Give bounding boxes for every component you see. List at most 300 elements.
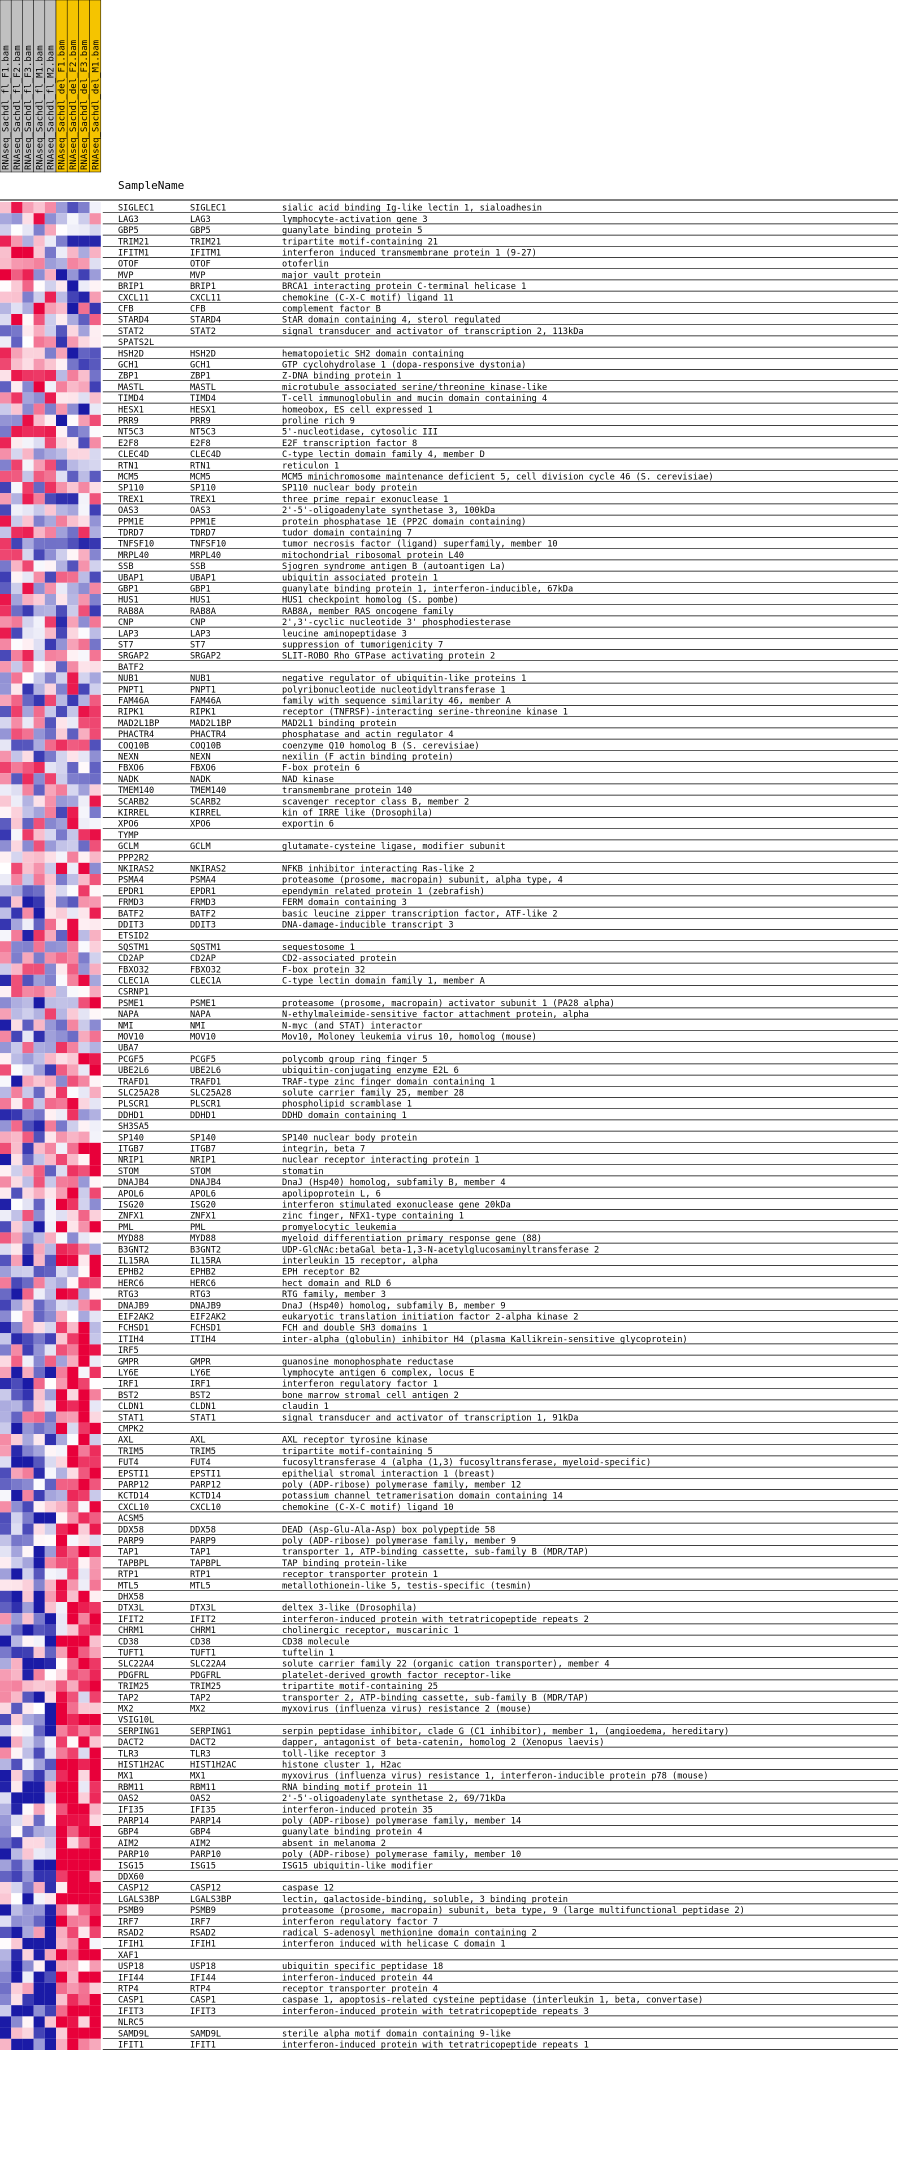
heatmap-cell bbox=[56, 258, 67, 269]
heatmap-cell bbox=[78, 1916, 89, 1927]
heatmap-cell bbox=[22, 415, 33, 426]
heatmap-cell bbox=[78, 2016, 89, 2027]
heatmap-cell bbox=[78, 706, 89, 717]
row-gene-symbol: APOL6 bbox=[190, 1189, 216, 1200]
heatmap-cell bbox=[11, 1916, 22, 1927]
heatmap-cell bbox=[90, 1367, 101, 1378]
heatmap-cell bbox=[90, 1098, 101, 1109]
row-gene-symbol: OAS3 bbox=[190, 506, 211, 517]
heatmap-cell bbox=[45, 325, 56, 336]
heatmap-cell bbox=[67, 1658, 78, 1669]
heatmap-cell bbox=[56, 336, 67, 347]
heatmap-cell bbox=[11, 381, 22, 392]
heatmap-cell bbox=[22, 1434, 33, 1445]
row-gene-description: CD38 molecule bbox=[282, 1637, 350, 1648]
row-gene-symbol: IFI35 bbox=[190, 1805, 216, 1816]
heatmap-cell bbox=[0, 213, 11, 224]
heatmap-cell bbox=[22, 460, 33, 471]
heatmap-cell bbox=[45, 628, 56, 639]
heatmap-cell bbox=[90, 325, 101, 336]
row-gene-description: SP110 nuclear body protein bbox=[282, 483, 418, 494]
heatmap-cell bbox=[34, 1277, 45, 1288]
heatmap-cell bbox=[34, 202, 45, 213]
row-gene-id: IFIH1 bbox=[118, 1939, 144, 1950]
heatmap-cell bbox=[45, 1893, 56, 1904]
heatmap-cell bbox=[11, 1647, 22, 1658]
row-gene-description: myxovirus (influenza virus) resistance 2 (mouse) bbox=[282, 1704, 532, 1715]
heatmap-cell bbox=[45, 224, 56, 235]
heatmap-cell bbox=[34, 807, 45, 818]
heatmap-cell bbox=[0, 269, 11, 280]
heatmap-cell bbox=[11, 751, 22, 762]
heatmap-cell bbox=[67, 1456, 78, 1467]
heatmap-cell bbox=[11, 1871, 22, 1882]
heatmap-cell bbox=[56, 2005, 67, 2016]
heatmap-cell bbox=[78, 1568, 89, 1579]
heatmap-cell bbox=[45, 997, 56, 1008]
heatmap-cell bbox=[78, 1333, 89, 1344]
heatmap-cell bbox=[78, 1972, 89, 1983]
row-gene-description: inter-alpha (globulin) inhibitor H4 (plasma Kallikrein-sensitive glycoprotein) bbox=[282, 1334, 688, 1345]
heatmap-cell bbox=[56, 1277, 67, 1288]
row-gene-id: PSMB9 bbox=[118, 1906, 144, 1917]
heatmap-cell bbox=[67, 952, 78, 963]
heatmap-cell bbox=[45, 1613, 56, 1624]
heatmap-cell bbox=[56, 1042, 67, 1053]
heatmap-cell bbox=[34, 964, 45, 975]
heatmap-cell bbox=[22, 1490, 33, 1501]
row-gene-id: STARD4 bbox=[118, 315, 150, 326]
row-gene-description: 5'-nucleotidase, cytosolic III bbox=[282, 427, 438, 438]
row-gene-symbol: RTN1 bbox=[190, 461, 211, 472]
row-gene-id: TDRD7 bbox=[118, 528, 144, 539]
heatmap-cell bbox=[56, 1624, 67, 1635]
heatmap-cell bbox=[45, 1546, 56, 1557]
heatmap-cell bbox=[78, 202, 89, 213]
row-gene-description: protein phosphatase 1E (PP2C domain containing) bbox=[282, 517, 527, 528]
heatmap-cell bbox=[34, 1244, 45, 1255]
heatmap-cell bbox=[45, 2039, 56, 2050]
heatmap-cell bbox=[45, 1568, 56, 1579]
heatmap-cell bbox=[78, 348, 89, 359]
heatmap-cell bbox=[56, 784, 67, 795]
heatmap-cell bbox=[22, 1445, 33, 1456]
heatmap-cell bbox=[45, 460, 56, 471]
heatmap-cell bbox=[0, 1882, 11, 1893]
row-gene-symbol: CHRM1 bbox=[190, 1626, 216, 1637]
heatmap-cell bbox=[56, 1860, 67, 1871]
row-gene-id: PHACTR4 bbox=[118, 730, 155, 741]
row-gene-symbol: TAP1 bbox=[190, 1547, 211, 1558]
heatmap-cell bbox=[11, 975, 22, 986]
heatmap-cell bbox=[67, 941, 78, 952]
row-gene-id: BATF2 bbox=[118, 662, 144, 673]
heatmap-cell bbox=[34, 1120, 45, 1131]
row-labels bbox=[103, 204, 898, 2051]
row-gene-description: bone marrow stromal cell antigen 2 bbox=[282, 1390, 459, 1401]
heatmap-cell bbox=[45, 1423, 56, 1434]
heatmap-cell bbox=[22, 672, 33, 683]
heatmap-cell bbox=[11, 1244, 22, 1255]
heatmap-cell bbox=[22, 1512, 33, 1523]
heatmap-cell bbox=[56, 941, 67, 952]
row-gene-description: HUS1 checkpoint homolog (S. pombe) bbox=[282, 595, 459, 606]
heatmap-cell bbox=[0, 852, 11, 863]
heatmap-cell bbox=[11, 1255, 22, 1266]
row-gene-symbol: LAP3 bbox=[190, 629, 211, 640]
heatmap-cell bbox=[34, 1860, 45, 1871]
row-gene-symbol: E2F8 bbox=[190, 438, 211, 449]
row-gene-id: CNP bbox=[118, 618, 134, 629]
row-gene-id: PRR9 bbox=[118, 416, 139, 427]
heatmap-cell bbox=[0, 1468, 11, 1479]
row-gene-description: DnaJ (Hsp40) homolog, subfamily B, member 9 bbox=[282, 1301, 506, 1312]
heatmap-cell bbox=[67, 784, 78, 795]
row-gene-id: PPP2R2 bbox=[118, 853, 150, 864]
heatmap-cell bbox=[67, 1501, 78, 1512]
heatmap-cell bbox=[67, 2039, 78, 2050]
heatmap-cell bbox=[34, 426, 45, 437]
row-gene-symbol: IFIT1 bbox=[190, 2040, 216, 2051]
heatmap-cell bbox=[22, 1288, 33, 1299]
row-gene-id: IFITM1 bbox=[118, 248, 150, 259]
heatmap-cell bbox=[45, 1535, 56, 1546]
heatmap-cell bbox=[22, 1960, 33, 1971]
row-gene-id: PCGF5 bbox=[118, 1054, 144, 1065]
heatmap-cell bbox=[78, 1524, 89, 1535]
heatmap-cell bbox=[45, 1692, 56, 1703]
heatmap-cell bbox=[22, 1949, 33, 1960]
heatmap-cell bbox=[22, 605, 33, 616]
row-gene-id: TREX1 bbox=[118, 494, 144, 505]
row-gene-id: ITGB7 bbox=[118, 1144, 144, 1155]
heatmap-cell bbox=[67, 292, 78, 303]
row-gene-id: IFI35 bbox=[118, 1805, 144, 1816]
heatmap-cell bbox=[11, 840, 22, 851]
row-gene-description: negative regulator of ubiquitin-like proteins 1 bbox=[282, 674, 527, 685]
row-gene-description: cholinergic receptor, muscarinic 1 bbox=[282, 1626, 459, 1637]
row-gene-symbol: IFIH1 bbox=[190, 1939, 216, 1950]
heatmap-cell bbox=[45, 247, 56, 258]
heatmap-cell bbox=[90, 919, 101, 930]
heatmap-cell bbox=[45, 516, 56, 527]
heatmap-cell bbox=[78, 1188, 89, 1199]
heatmap-cell bbox=[34, 874, 45, 885]
heatmap-cell bbox=[34, 348, 45, 359]
heatmap-cell bbox=[34, 796, 45, 807]
row-gene-symbol: FRMD3 bbox=[190, 898, 216, 909]
row-gene-id: TRIM5 bbox=[118, 1446, 144, 1457]
heatmap-cell bbox=[34, 1188, 45, 1199]
heatmap-cell bbox=[56, 1792, 67, 1803]
heatmap-cell bbox=[45, 1591, 56, 1602]
row-gene-id: LAP3 bbox=[118, 629, 139, 640]
heatmap-cell bbox=[67, 1804, 78, 1815]
heatmap-cell bbox=[22, 1031, 33, 1042]
heatmap-cell bbox=[0, 1020, 11, 1031]
heatmap-cell bbox=[90, 941, 101, 952]
heatmap-cell bbox=[67, 1221, 78, 1232]
row-gene-id: OAS3 bbox=[118, 506, 139, 517]
heatmap-cell bbox=[34, 1356, 45, 1367]
heatmap-cell bbox=[0, 1311, 11, 1322]
heatmap-cell bbox=[34, 213, 45, 224]
heatmap-cell bbox=[56, 818, 67, 829]
heatmap-cell bbox=[0, 1098, 11, 1109]
heatmap-cell bbox=[90, 1501, 101, 1512]
heatmap-cell bbox=[67, 684, 78, 695]
heatmap-cell bbox=[78, 796, 89, 807]
heatmap-cell bbox=[11, 1938, 22, 1949]
heatmap-cell bbox=[67, 829, 78, 840]
heatmap-cell bbox=[45, 1557, 56, 1568]
heatmap-cell bbox=[11, 1053, 22, 1064]
heatmap-cell bbox=[90, 1647, 101, 1658]
heatmap-cell bbox=[22, 1277, 33, 1288]
row-gene-symbol: HERC6 bbox=[190, 1278, 216, 1289]
heatmap-cell bbox=[67, 437, 78, 448]
heatmap-cell bbox=[56, 1938, 67, 1949]
heatmap-cell bbox=[67, 1949, 78, 1960]
heatmap-cell bbox=[67, 1322, 78, 1333]
row-gene-symbol: PDGFRL bbox=[190, 1670, 222, 1681]
heatmap-cell bbox=[34, 1165, 45, 1176]
heatmap-cell bbox=[78, 1456, 89, 1467]
heatmap-cell bbox=[56, 751, 67, 762]
heatmap-cell bbox=[34, 471, 45, 482]
heatmap-cell bbox=[56, 1826, 67, 1837]
heatmap-cell bbox=[22, 1255, 33, 1266]
heatmap-cell bbox=[45, 1602, 56, 1613]
heatmap-cell bbox=[90, 236, 101, 247]
row-gene-symbol: KCTD14 bbox=[190, 1491, 222, 1502]
heatmap-cell bbox=[11, 1064, 22, 1075]
row-gene-id: PARP10 bbox=[118, 1850, 150, 1861]
heatmap-cell bbox=[90, 471, 101, 482]
heatmap-cell bbox=[78, 639, 89, 650]
heatmap-cell bbox=[11, 1479, 22, 1490]
heatmap-cell bbox=[78, 1244, 89, 1255]
heatmap-cell bbox=[34, 1389, 45, 1400]
heatmap-cell bbox=[56, 628, 67, 639]
row-gene-description: guanosine monophosphate reductase bbox=[282, 1357, 454, 1368]
row-gene-symbol: ISG15 bbox=[190, 1861, 216, 1872]
row-gene-symbol: NMI bbox=[190, 1021, 206, 1032]
row-gene-description: T-cell immunoglobulin and mucin domain containing 4 bbox=[282, 394, 548, 405]
row-gene-id: DDX60 bbox=[118, 1872, 144, 1883]
heatmap-cell bbox=[34, 1669, 45, 1680]
heatmap-cell bbox=[0, 1568, 11, 1579]
row-gene-id: HESX1 bbox=[118, 405, 144, 416]
heatmap-cell bbox=[0, 236, 11, 247]
row-gene-symbol: RBM11 bbox=[190, 1782, 216, 1793]
heatmap-cell bbox=[22, 1546, 33, 1557]
row-gene-id: EPDR1 bbox=[118, 886, 144, 897]
row-gene-id: PNPT1 bbox=[118, 685, 144, 696]
heatmap-cell bbox=[11, 896, 22, 907]
heatmap-cell bbox=[90, 1994, 101, 2005]
heatmap-cell bbox=[11, 1602, 22, 1613]
heatmap-cell bbox=[90, 1568, 101, 1579]
heatmap-cell bbox=[78, 415, 89, 426]
row-gene-description: interferon induced transmembrane protein 1 (9-27) bbox=[282, 248, 537, 259]
heatmap-cell bbox=[34, 1412, 45, 1423]
row-gene-symbol: SLC25A28 bbox=[190, 1088, 232, 1099]
heatmap-cell bbox=[34, 1490, 45, 1501]
heatmap-cell bbox=[90, 717, 101, 728]
heatmap-cell bbox=[11, 2005, 22, 2016]
heatmap-cell bbox=[34, 2005, 45, 2016]
row-gene-symbol: NEXN bbox=[190, 752, 211, 763]
heatmap-cell bbox=[67, 381, 78, 392]
heatmap-cell bbox=[78, 1748, 89, 1759]
heatmap-cell bbox=[11, 1412, 22, 1423]
row-gene-id: HSH2D bbox=[118, 349, 144, 360]
row-gene-id: NAPA bbox=[118, 1010, 139, 1021]
heatmap-cell bbox=[22, 2039, 33, 2050]
heatmap-cell bbox=[11, 930, 22, 941]
heatmap-cell bbox=[34, 1904, 45, 1915]
heatmap-cell bbox=[11, 1042, 22, 1053]
heatmap-cell bbox=[67, 448, 78, 459]
heatmap-cell bbox=[45, 1098, 56, 1109]
row-gene-description: exportin 6 bbox=[282, 819, 334, 830]
heatmap-cell bbox=[67, 1423, 78, 1434]
heatmap-cell bbox=[78, 1031, 89, 1042]
heatmap-cell bbox=[11, 1669, 22, 1680]
heatmap-cell bbox=[11, 202, 22, 213]
heatmap-cell bbox=[22, 1848, 33, 1859]
heatmap-cell bbox=[34, 1300, 45, 1311]
heatmap-cell bbox=[67, 639, 78, 650]
heatmap-cell bbox=[11, 952, 22, 963]
heatmap-cell bbox=[45, 1210, 56, 1221]
heatmap-cell bbox=[90, 1759, 101, 1770]
row-gene-id: DDX58 bbox=[118, 1525, 144, 1536]
heatmap-cell bbox=[67, 762, 78, 773]
row-gene-id: AXL bbox=[118, 1435, 134, 1446]
heatmap-cell bbox=[45, 1154, 56, 1165]
heatmap-cell bbox=[90, 1815, 101, 1826]
heatmap-cell bbox=[56, 1568, 67, 1579]
heatmap-cell bbox=[78, 908, 89, 919]
heatmap-cell bbox=[11, 1983, 22, 1994]
heatmap-cell bbox=[34, 392, 45, 403]
heatmap-cell bbox=[11, 1972, 22, 1983]
heatmap-cell bbox=[56, 1669, 67, 1680]
heatmap-cell bbox=[67, 852, 78, 863]
heatmap-cell bbox=[56, 605, 67, 616]
heatmap-cell bbox=[90, 728, 101, 739]
row-gene-id: SLC22A4 bbox=[118, 1659, 155, 1670]
row-gene-id: CASP1 bbox=[118, 1995, 144, 2006]
heatmap-cell bbox=[0, 952, 11, 963]
row-gene-description: suppression of tumorigenicity 7 bbox=[282, 640, 444, 651]
row-gene-description: complement factor B bbox=[282, 304, 381, 315]
heatmap-cell bbox=[11, 1311, 22, 1322]
row-gene-description: reticulon 1 bbox=[282, 461, 340, 472]
heatmap-cell bbox=[90, 628, 101, 639]
heatmap-cell bbox=[11, 1568, 22, 1579]
heatmap-cell bbox=[67, 1602, 78, 1613]
row-gene-id: GBP5 bbox=[118, 226, 139, 237]
heatmap-cell bbox=[78, 684, 89, 695]
heatmap-cell bbox=[90, 1479, 101, 1490]
heatmap-cell bbox=[0, 1367, 11, 1378]
row-gene-description: homeobox, ES cell expressed 1 bbox=[282, 405, 433, 416]
heatmap-cell bbox=[11, 1759, 22, 1770]
heatmap-cell bbox=[45, 930, 56, 941]
heatmap-cell bbox=[90, 1871, 101, 1882]
heatmap-cell bbox=[22, 213, 33, 224]
heatmap-cell bbox=[45, 1300, 56, 1311]
heatmap-cell bbox=[78, 1053, 89, 1064]
row-gene-id: BST2 bbox=[118, 1390, 139, 1401]
row-gene-symbol: NT5C3 bbox=[190, 427, 216, 438]
heatmap-cell bbox=[45, 1860, 56, 1871]
heatmap-cell bbox=[90, 908, 101, 919]
heatmap-cell bbox=[0, 2005, 11, 2016]
row-gene-description: signal transducer and activator of transcription 2, 113kDa bbox=[282, 326, 584, 337]
row-gene-id: NUB1 bbox=[118, 674, 139, 685]
row-gene-description: tuftelin 1 bbox=[282, 1648, 334, 1659]
heatmap-cell bbox=[56, 1389, 67, 1400]
heatmap-cell bbox=[56, 1613, 67, 1624]
heatmap-cell bbox=[78, 1400, 89, 1411]
heatmap-cell bbox=[11, 303, 22, 314]
heatmap-cell bbox=[56, 1423, 67, 1434]
heatmap-cell bbox=[90, 684, 101, 695]
heatmap-cell bbox=[34, 1692, 45, 1703]
heatmap-cell bbox=[11, 527, 22, 538]
heatmap-cell bbox=[56, 1714, 67, 1725]
heatmap-cell bbox=[90, 303, 101, 314]
heatmap-cell bbox=[11, 1557, 22, 1568]
heatmap-cell bbox=[56, 404, 67, 415]
heatmap-cell bbox=[45, 1714, 56, 1725]
heatmap-cell bbox=[67, 504, 78, 515]
heatmap-cell bbox=[67, 549, 78, 560]
heatmap-cell bbox=[0, 661, 11, 672]
heatmap-cell bbox=[0, 1938, 11, 1949]
heatmap-cell bbox=[56, 1333, 67, 1344]
heatmap-cell bbox=[90, 258, 101, 269]
heatmap-cell bbox=[78, 258, 89, 269]
heatmap-cell bbox=[0, 1680, 11, 1691]
heatmap-cell bbox=[45, 885, 56, 896]
heatmap-cell bbox=[78, 1199, 89, 1210]
heatmap-cell bbox=[56, 796, 67, 807]
row-gene-symbol: FBXO6 bbox=[190, 763, 216, 774]
heatmap-cell bbox=[56, 1602, 67, 1613]
heatmap-cell bbox=[22, 236, 33, 247]
row-gene-symbol: PRR9 bbox=[190, 416, 211, 427]
heatmap-cell bbox=[78, 829, 89, 840]
heatmap-cell bbox=[67, 1882, 78, 1893]
heatmap-cell bbox=[34, 1087, 45, 1098]
heatmap-cell bbox=[22, 359, 33, 370]
heatmap-cell bbox=[67, 1826, 78, 1837]
row-gene-symbol: IFITM1 bbox=[190, 248, 222, 259]
row-gene-symbol: IFI44 bbox=[190, 1973, 216, 1984]
heatmap-cell bbox=[34, 2028, 45, 2039]
row-gene-description: tripartite motif-containing 21 bbox=[282, 237, 438, 248]
heatmap-cell bbox=[67, 1255, 78, 1266]
heatmap-cell bbox=[34, 605, 45, 616]
heatmap-cell bbox=[67, 1557, 78, 1568]
heatmap-cell bbox=[34, 1445, 45, 1456]
heatmap-cell bbox=[56, 1770, 67, 1781]
